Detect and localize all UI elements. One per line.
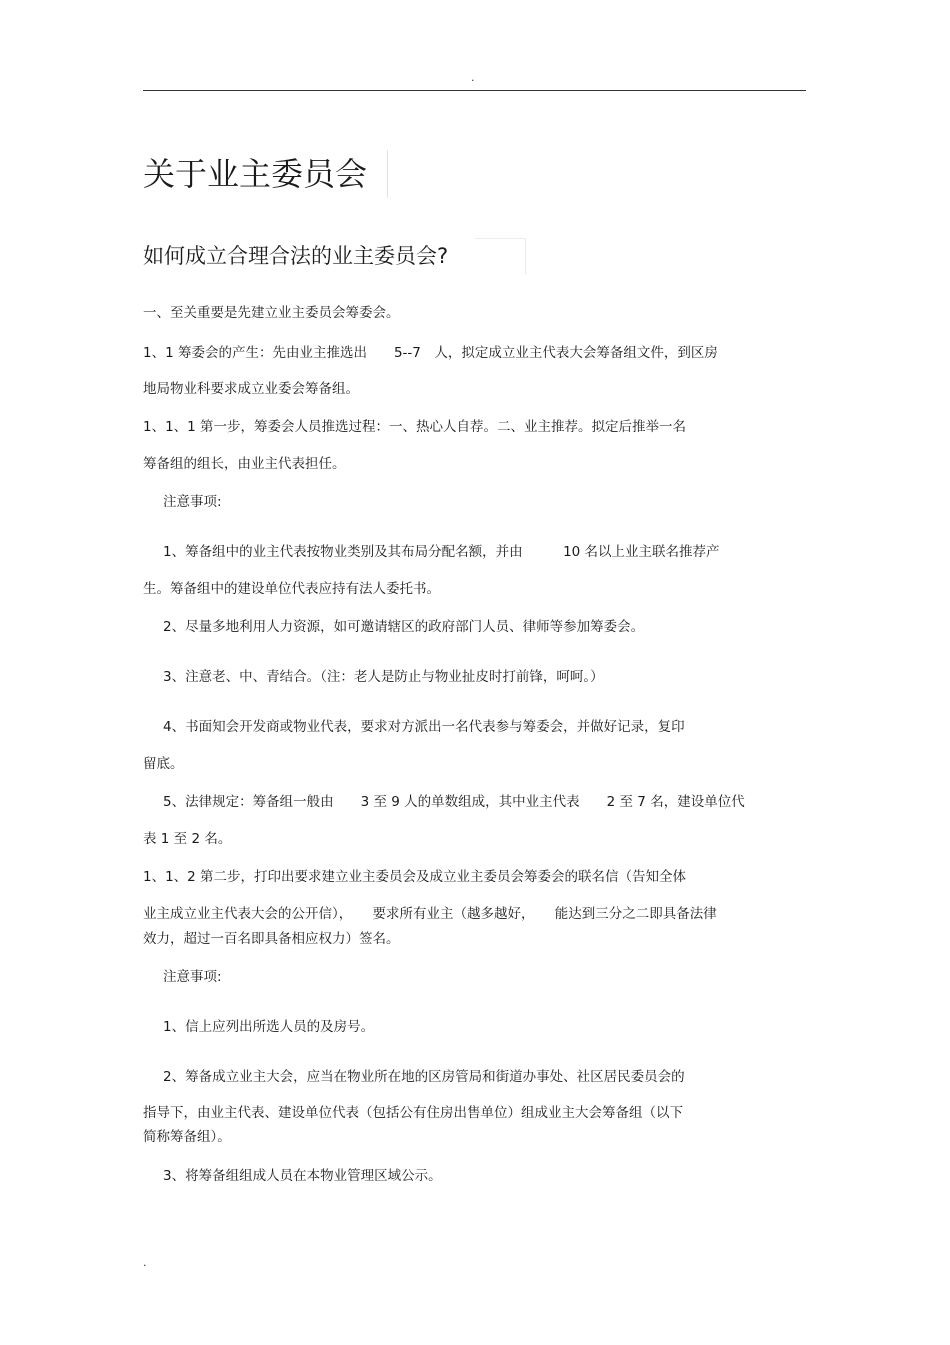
text-line: 效力，超过一百名即具备相应权力）签名。: [143, 931, 400, 947]
text-line: 2、筹备成立业主大会，应当在物业所在地的区房管局和街道办事处、社区居民委员会的: [163, 1069, 685, 1085]
text-line: 地局物业科要求成立业委会筹备组。: [143, 381, 359, 397]
text-line: 1、1 筹委会的产生：先由业主推选出 5--7 人，拟定成立业主代表大会筹备组文件，到区房: [143, 345, 718, 361]
title-divider: [387, 150, 388, 198]
text-line: 4、书面知会开发商或物业代表，要求对方派出一名代表参与筹委会，并做好记录，复印: [163, 719, 685, 735]
text-line: 3、将筹备组组成人员在本物业管理区域公示。: [163, 1168, 442, 1184]
text-line: 表 1 至 2 名。: [143, 831, 232, 847]
footer-mark: .: [143, 1256, 147, 1269]
text-line: 2、尽量多地利用人力资源，如可邀请辖区的政府部门人员、律师等参加筹委会。: [163, 619, 645, 635]
text-line: 1、1、2 第二步，打印出要求建立业主委员会及成立业主委员会筹委会的联名信（告知全体: [143, 869, 687, 885]
text-line: 5、法律规定：筹备组一般由 3 至 9 人的单数组成，其中业主代表 2 至 7 名，建设单位代: [163, 794, 745, 810]
text-line: 1、信上应列出所选人员的及房号。: [163, 1019, 375, 1035]
text-line: 1、筹备组中的业主代表按物业类别及其布局分配名额，并由 10 名以上业主联名推荐产: [163, 544, 720, 560]
text-line: 3、注意老、中、青结合。（注：老人是防止与物业扯皮时打前锋，呵呵。）: [163, 669, 604, 685]
section-heading: 如何成立合理合法的业主委员会?: [143, 244, 449, 268]
text-line: 简称筹备组）。: [143, 1129, 231, 1145]
text-line: 1、1、1 第一步，筹委会人员推选过程：一、热心人自荐。二、业主推荐。拟定后推举一名: [143, 419, 687, 435]
text-line: 生。筹备组中的建设单位代表应持有法人委托书。: [143, 581, 440, 597]
text-line: 留底。: [143, 756, 184, 772]
header-mark: .: [471, 71, 475, 84]
heading-frame: [475, 238, 526, 275]
header-divider: [143, 90, 806, 91]
notes-label: 注意事项:: [163, 494, 222, 510]
text-line: 指导下，由业主代表、建设单位代表（包括公有住房出售单位）组成业主大会筹备组（以下: [143, 1105, 683, 1121]
notes-label: 注意事项:: [163, 969, 222, 985]
text-line: 一、至关重要是先建立业主委员会筹委会。: [143, 305, 400, 321]
page-title: 关于业主委员会: [143, 155, 368, 193]
text-line: 筹备组的组长，由业主代表担任。: [143, 456, 346, 472]
text-line: 业主成立业主代表大会的公开信）， 要求所有业主（越多越好， 能达到三分之二即具备法律: [143, 906, 717, 922]
